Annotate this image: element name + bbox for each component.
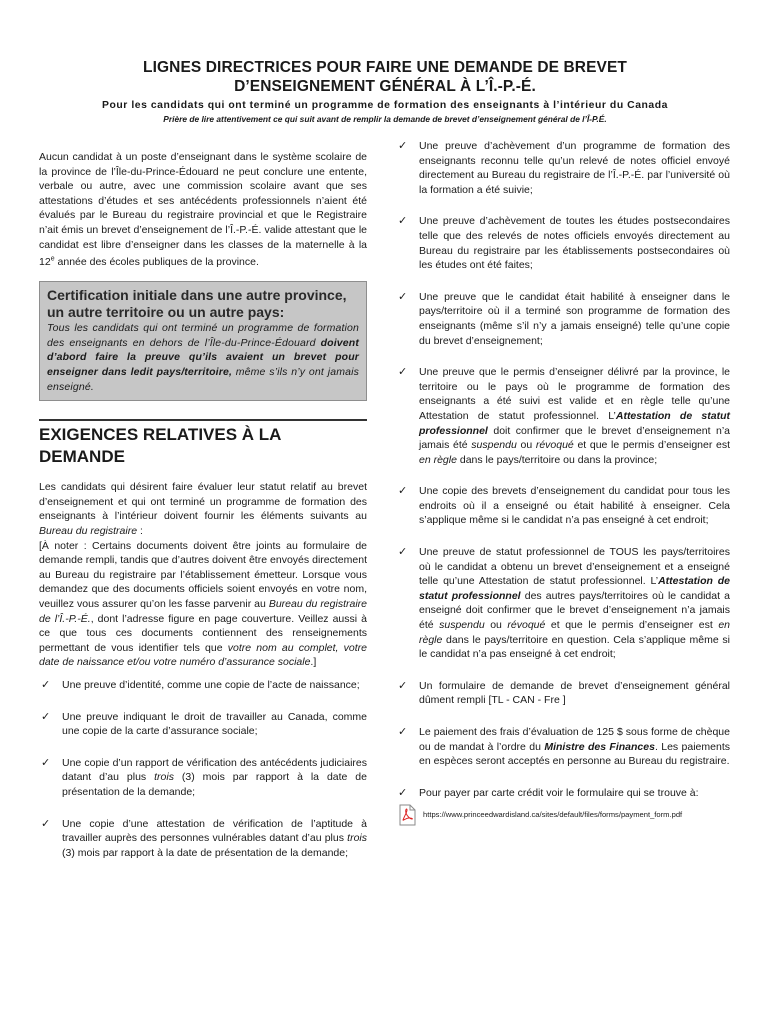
item-text-end: (3) mois par rapport à la date de présentation de la demande; xyxy=(62,846,349,859)
checkmark-icon: ✓ xyxy=(398,678,408,692)
item-text: Le paiement des frais d’évaluation de 125 $ sous forme de chèque ou de mandat à l’ordre du xyxy=(419,726,730,753)
item-text-4: et que le permis d’enseigner est xyxy=(545,619,719,632)
title-line-1: LIGNES DIRECTRICES POUR FAIRE UNE DEMANDE DE BREVET xyxy=(143,59,627,76)
note-end: .] xyxy=(310,656,317,669)
box-heading: Certification initiale dans une autre province, un autre territoire ou un autre pays: xyxy=(47,287,347,321)
item-text-end: (3) mois par rapport à la date de présentation de la demande; xyxy=(62,771,367,798)
note-italic-2: votre nom au complet, votre date de naissance et/ou votre numéro d’assurance sociale xyxy=(39,641,367,669)
list-item xyxy=(396,545,730,662)
item-italic-2: révoqué xyxy=(507,619,546,632)
checkmark-icon: ✓ xyxy=(41,709,51,723)
initial-certification-box xyxy=(39,281,367,401)
checkmark-icon: ✓ xyxy=(41,816,51,830)
intro-text: Aucun candidat à un poste d’enseignant dans le système scolaire de la province de l’Île-du-Prince-Édouard ne peut conclure une entente, verbale ou autre, avec une commission scolaire avant que ses attestations d’études et ses antécédents professionnels n’aient été évalués par le Bureau du registraire provincial et que le Registraire n’ait émis un brevet d’enseignement de l’Î.-P.-É. valide attestant que le candidat est libre d’enseigner dans les classes de la maternelle à la 12e année des écoles publiques de la province. xyxy=(39,151,367,268)
item-text-2: doit confirmer que le brevet d’enseignement n’a jamais été xyxy=(419,424,730,452)
left-column xyxy=(39,150,367,877)
list-item xyxy=(39,756,367,800)
item-text: Une copie des brevets d’enseignement du candidat pour tous les endroits où il a enseigné ou était habilité à enseigner. Cela s’applique même si le candidat n’a pas enseigné à cet endroit; xyxy=(419,485,730,527)
requirements-heading: EXIGENCES RELATIVES À LA DEMANDE xyxy=(39,419,367,468)
pdf-file-icon xyxy=(396,804,418,826)
intro-paragraph xyxy=(39,150,367,269)
box-text-emphasis: doivent d’abord faire la preuve qu’ils avaient un brevet pour enseigner dans ledit pays/territoire, xyxy=(47,336,359,379)
item-italic-3: en règle xyxy=(419,619,731,646)
title-line-2: D’ENSEIGNEMENT GÉNÉRAL À L’Î.-P.-É. xyxy=(234,78,536,95)
reading-note: Prière de lire attentivement ce qui suit avant de remplir la demande de brevet d’enseignement général de l’Î-P.É. xyxy=(163,114,607,124)
item-bold-italic: Attestation de statut professionnel xyxy=(419,575,730,602)
checkmark-icon: ✓ xyxy=(398,785,408,799)
item-text-3: ou xyxy=(516,439,536,452)
requirements-paragraph xyxy=(39,480,367,670)
note-text: [À noter : Certains documents doivent être joints au formulaire de demande rempli, tandis que d’autres doivent être envoyés directement au Bureau du registraire par l’établissement émetteur. Lorsque vous demandez que des documents officiels soient envoyés en votre nom, veuillez vous assurer qu’on les fasse parvenir au xyxy=(39,539,367,610)
box-text-end: même s’ils n’y ont jamais enseigné. xyxy=(47,366,359,393)
item-text-5: dans le pays/territoire ou dans la province; xyxy=(456,453,658,466)
payment-form-link[interactable]: https://www.princeedwardisland.ca/sites/default/files/forms/payment_form.pdf xyxy=(423,810,683,820)
para-text: Les candidats qui désirent faire évaluer leur statut relatif au brevet d’enseignement et qui ont terminé un programme de formation des enseignants à l’intérieur doivent fournir les éléments suivants au xyxy=(39,481,367,523)
item-text-3: ou xyxy=(484,619,508,632)
item-text-2: . Les paiements en espèces seront acceptés en personne au Bureau du registraire. xyxy=(419,740,730,768)
item-text: Une preuve d’identité, comme une copie de l’acte de naissance; xyxy=(62,678,360,691)
item-text: Une copie d’une attestation de vérification de l’aptitude à travailler auprès des personnes vulnérables datant d’au plus xyxy=(62,817,367,845)
checkmark-icon: ✓ xyxy=(398,139,408,152)
checkmark-icon: ✓ xyxy=(398,545,408,559)
item-text-2: des autres pays/territoires où le candidat a enseigné doit confirmer que le brevet d’enseignement n’a jamais été xyxy=(419,589,730,632)
item-italic-2: révoqué xyxy=(535,439,574,452)
item-italic: trois xyxy=(154,771,174,784)
item-text-4: et que le permis d’enseigner est xyxy=(573,439,730,452)
checkmark-icon: ✓ xyxy=(398,214,408,228)
right-requirements-list xyxy=(396,139,730,800)
item-italic: trois xyxy=(347,832,367,845)
checkmark-icon: ✓ xyxy=(398,365,408,379)
note-text-2: , dont l’adresse figure en page couverture. Veillez aussi à ce que tous ces documents contiennent des renseignements permettant de vous identifier tels que xyxy=(39,612,367,654)
left-requirements-list xyxy=(39,678,367,860)
item-text: Une preuve indiquant le droit de travailler au Canada, comme une copie de la carte d’assurance sociale; xyxy=(62,710,367,738)
item-text: Une preuve que le candidat était habilité à enseigner dans le pays/territoire où il a terminé son programme de formation des enseignants (même s’il n’y a jamais enseigné) telle qu’une copie du brevet d’enseignement; xyxy=(419,290,730,347)
item-text: Une preuve que le permis d’enseigner délivré par la province, le territoire ou le pays où le programme de formation des enseignants a été suivi est valide et en règle telle qu’une Attestation de statut professionnel. L’ xyxy=(419,366,730,422)
checkmark-icon: ✓ xyxy=(398,725,408,738)
item-text: Un formulaire de demande de brevet d’enseignement général dûment rempli [TL - CAN - Fre ] xyxy=(419,679,730,707)
right-column xyxy=(396,139,730,826)
note-italic-1: Bureau du registraire de l’Î.-P.-É. xyxy=(39,597,367,625)
item-text-5: dans le pays/territoire en question. Cela s’applique même si le candidat n’a pas enseigné à cet endroit; xyxy=(419,633,730,661)
list-item xyxy=(396,786,730,801)
document-subtitle: Pour les candidats qui ont terminé un programme de formation des enseignants à l’intérieur du Canada xyxy=(102,100,668,111)
list-item xyxy=(39,678,367,693)
list-item xyxy=(396,290,730,348)
list-item xyxy=(396,679,730,708)
item-text: Une preuve de statut professionnel de TOUS les pays/territoires où le candidat a obtenu un brevet d’enseignement et a enseigné telle qu’une Attestation de statut professionnel. L’ xyxy=(419,546,730,588)
checkmark-icon: ✓ xyxy=(41,755,51,769)
checkmark-icon: ✓ xyxy=(41,677,51,691)
document-title xyxy=(60,58,710,96)
item-text: Pour payer par carte crédit voir le formulaire qui se trouve à: xyxy=(419,786,699,799)
list-item xyxy=(396,725,730,769)
item-italic-3: en règle xyxy=(419,453,457,466)
item-italic: suspendu xyxy=(439,619,485,632)
list-item xyxy=(39,710,367,739)
para-end: : xyxy=(137,525,143,537)
box-text-part: Tous les candidats qui ont terminé un programme de formation des enseignants en dehors de l’Île-du-Prince-Édouard xyxy=(47,322,359,349)
para-italic: Bureau du registraire xyxy=(39,525,138,537)
item-bold-italic: Ministre des Finances xyxy=(544,740,655,753)
checkmark-icon: ✓ xyxy=(398,484,408,498)
item-bold-italic: Attestation de statut professionnel xyxy=(419,409,730,437)
list-item xyxy=(396,484,730,528)
list-item xyxy=(396,139,730,197)
box-text xyxy=(47,321,359,394)
item-italic: suspendu xyxy=(471,439,517,452)
checkmark-icon: ✓ xyxy=(398,289,408,303)
item-text: Une preuve d’achèvement d’un programme de formation des enseignants reconnu telle qu’un relevé de notes officiel envoyé directement au Bureau du registraire de l’Î.-P.-É. par l’université où la formation a été suivie; xyxy=(419,140,730,196)
item-text: Une preuve d’achèvement de toutes les études postsecondaires telle que des relevés de notes officiels envoyés directement au Bureau du registraire par les établissements postsecondaires où les études ont été faites; xyxy=(419,215,730,272)
list-item xyxy=(396,365,730,467)
list-item xyxy=(396,214,730,272)
list-item xyxy=(39,817,367,861)
payment-form-link-row xyxy=(396,804,730,826)
item-text: Une copie d’un rapport de vérification des antécédents judiciaires datant d’au plus xyxy=(62,756,367,784)
